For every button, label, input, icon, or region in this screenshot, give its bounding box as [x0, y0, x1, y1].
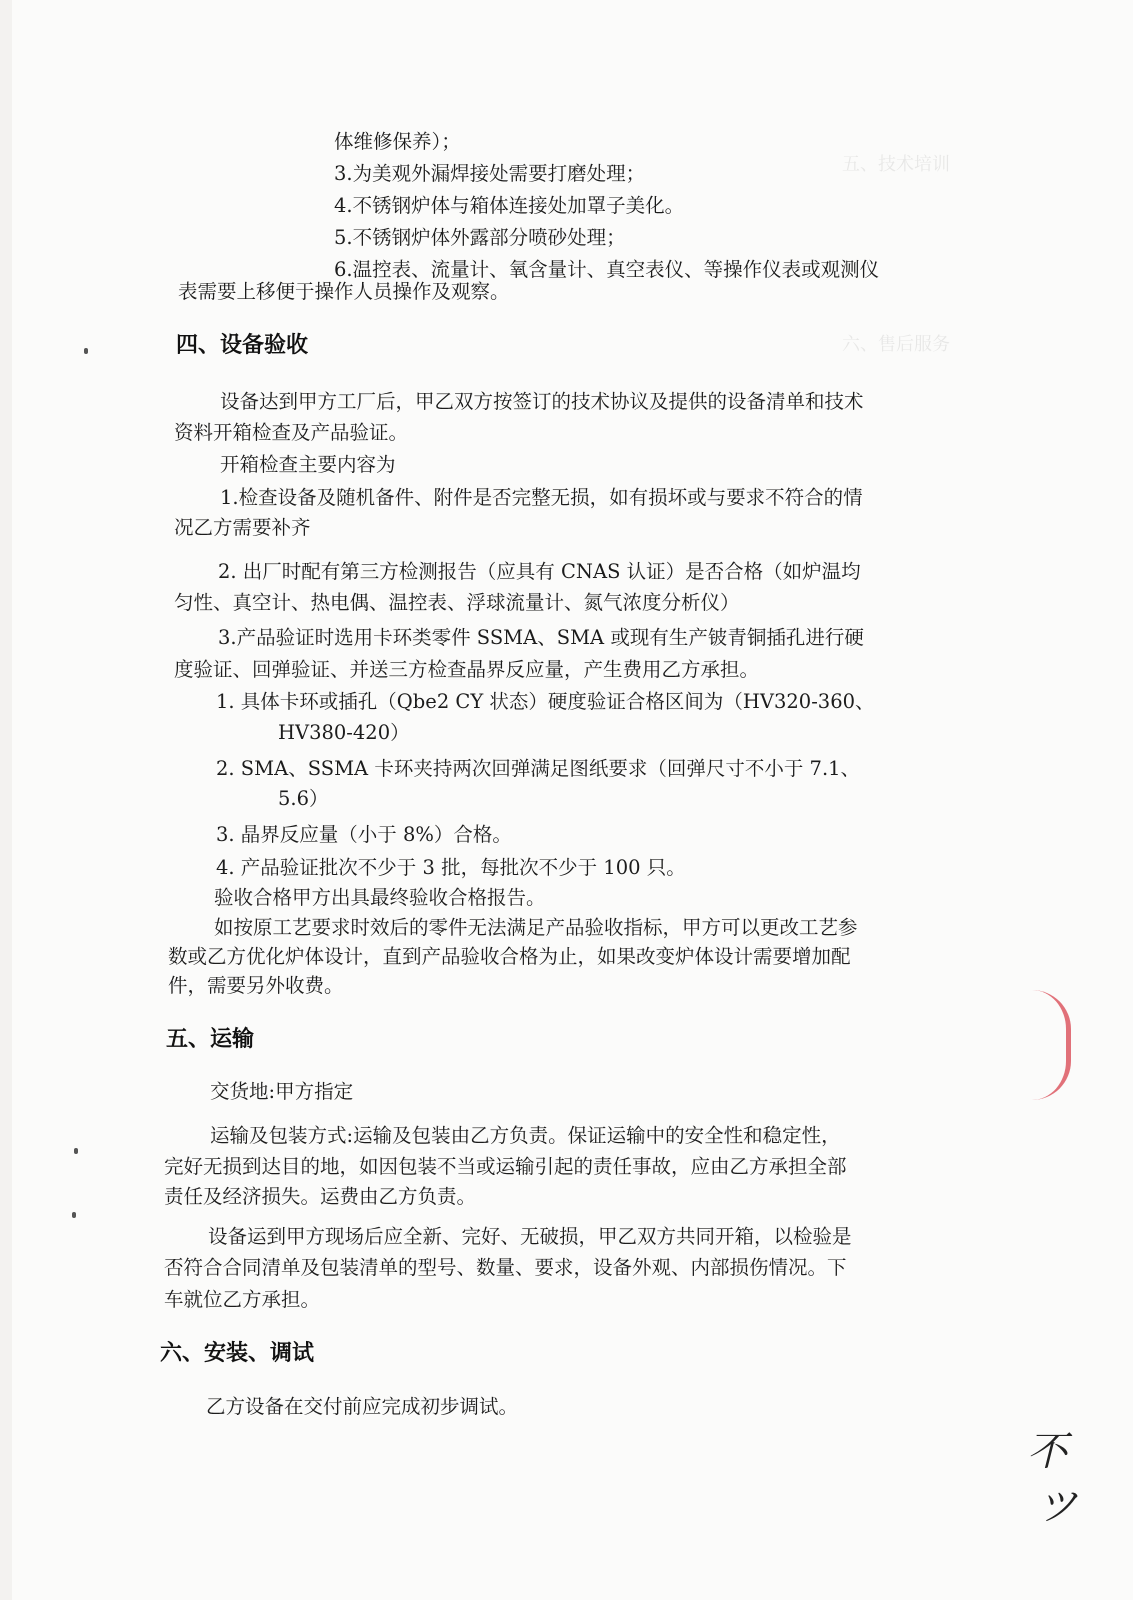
body-line: 否符合合同清单及包装清单的型号、数量、要求，设备外观、内部损伤情况。下 [164, 1256, 847, 1279]
body-line: 验收合格甲方出具最终验收合格报告。 [214, 886, 546, 909]
body-line: 5.不锈钢炉体外露部分喷砂处理； [334, 226, 626, 249]
body-line: 运输及包装方式:运输及包装由乙方负责。保证运输中的安全性和稳定性， [210, 1124, 841, 1147]
section-heading-acceptance: 四、设备验收 [176, 333, 309, 358]
list-item-continuation: 5.6） [278, 787, 329, 810]
list-item: 1. 具体卡环或插孔（Qbe2 CY 状态）硬度验证合格区间为（HV320-360、 [216, 690, 875, 713]
body-line: 设备达到甲方工厂后，甲乙双方按签订的技术协议及提供的设备清单和技术 [220, 390, 864, 413]
body-line: 乙方设备在交付前应完成初步调试。 [206, 1395, 519, 1418]
list-item: 4. 产品验证批次不少于 3 批，每批次不少于 100 只。 [216, 856, 686, 879]
body-line: 体维修保养）； [334, 130, 461, 153]
body-line: 4.不锈钢炉体与箱体连接处加罩子美化。 [334, 194, 685, 217]
body-line: 度验证、回弹验证、并送三方检查晶界反应量，产生费用乙方承担。 [174, 658, 760, 681]
bleed-through-text: 六、售后服务 [842, 334, 950, 355]
list-item: 2. SMA、SSMA 卡环夹持两次回弹满足图纸要求（回弹尺寸不小于 7.1、 [216, 757, 861, 780]
body-line: 匀性、真空计、热电偶、温控表、浮球流量计、氮气浓度分析仪） [174, 591, 740, 614]
body-line: 1.检查设备及随机备件、附件是否完整无损，如有损坏或与要求不符合的情 [220, 486, 863, 509]
body-line: 2. 出厂时配有第三方检测报告（应具有 CNAS 认证）是否合格（如炉温均 [218, 560, 861, 583]
handwritten-initial-top: 不 [1027, 1429, 1067, 1475]
list-item-continuation: HV380-420） [278, 721, 410, 744]
body-line: 资料开箱检查及产品验证。 [174, 421, 409, 444]
section-heading-installation: 六、安装、调试 [160, 1341, 315, 1366]
handwritten-initial-bottom: ツ [1037, 1484, 1077, 1530]
section-heading-transport: 五、运输 [166, 1027, 255, 1052]
body-line: 6.温控表、流量计、氧含量计、真空表仪、等操作仪表或观测仪 [334, 258, 880, 281]
seal-stamp-fragment [1032, 990, 1071, 1100]
body-line: 数或乙方优化炉体设计，直到产品验收合格为止，如果改变炉体设计需要增加配 [168, 945, 851, 968]
bleed-through-text: 五、技术培训 [842, 154, 950, 175]
body-line: 3.为美观外漏焊接处需要打磨处理； [334, 162, 646, 185]
list-item: 3. 晶界反应量（小于 8%）合格。 [216, 823, 512, 846]
body-line: 责任及经济损失。运费由乙方负责。 [164, 1185, 477, 1208]
document-page [12, 0, 1133, 1600]
body-line: 开箱检查主要内容为 [220, 453, 396, 476]
body-line: 3.产品验证时选用卡环类零件 SSMA、SMA 或现有生产铍青铜插孔进行硬 [218, 626, 864, 649]
scan-speck [72, 1212, 76, 1218]
body-line: 完好无损到达目的地，如因包装不当或运输引起的责任事故，应由乙方承担全部 [164, 1155, 847, 1178]
body-line: 车就位乙方承担。 [164, 1288, 321, 1311]
scan-speck [74, 1148, 78, 1154]
body-line: 表需要上移便于操作人员操作及观察。 [178, 280, 510, 303]
body-line: 况乙方需要补齐 [174, 516, 311, 539]
body-line: 设备运到甲方现场后应全新、完好、无破损，甲乙双方共同开箱，以检验是 [208, 1225, 852, 1248]
body-line: 件，需要另外收费。 [168, 974, 344, 997]
body-line: 交货地:甲方指定 [210, 1080, 354, 1103]
scan-speck [84, 348, 88, 354]
body-line: 如按原工艺要求时效后的零件无法满足产品验收指标，甲方可以更改工艺参 [214, 916, 858, 939]
